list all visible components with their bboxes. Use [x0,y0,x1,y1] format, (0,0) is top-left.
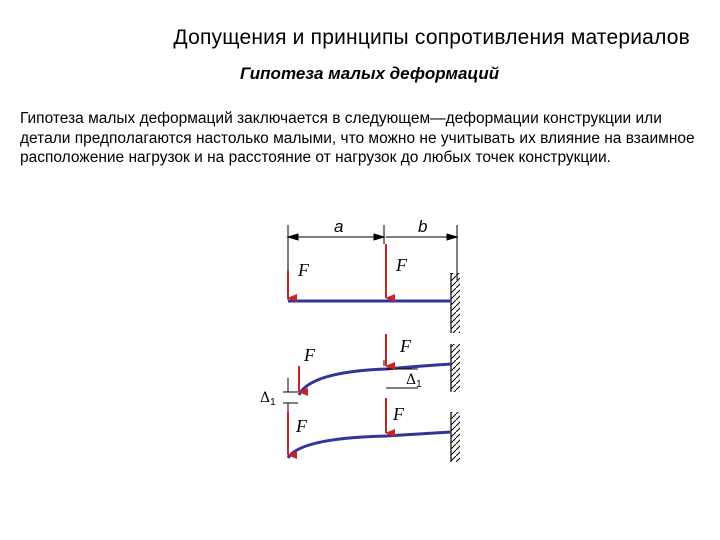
delta-label-left: Δ1 [260,390,276,408]
dimension-lines [288,225,457,300]
delta-label-right: Δ1 [406,372,422,390]
force-label: F [298,260,309,280]
force-label: F [393,404,404,424]
force-label: F [296,416,307,436]
slide-subtitle: Гипотеза малых деформаций [240,64,500,83]
wall-hatch-middle [451,344,460,392]
wall-hatch-bottom [451,412,460,462]
wall-hatch-top [451,273,460,333]
dim-arrow-left [288,234,298,240]
force-label: F [400,336,411,356]
dim-arrow-right [447,234,457,240]
slide-title: Допущения и принципы сопротивления материалов [173,26,690,49]
body-paragraph: Гипотеза малых деформаций заключается в следующем—деформации конструкции или детали предполагаются настолько малыми, что можно не учитывать их влияние на взаимное расположение нагрузок и на расстояние от нагрузок до любых точек конструкции. [20,110,695,166]
beam-deformed-real [288,432,451,458]
beam-deformed-scaled [299,364,451,395]
dim-label-b: b [418,217,428,236]
delta-marker-left [283,378,298,414]
force-label: F [396,255,407,275]
force-label: F [304,345,315,365]
dim-label-a: a [334,217,344,236]
dim-arrow-mid [374,234,384,240]
wall-supports [451,273,460,462]
